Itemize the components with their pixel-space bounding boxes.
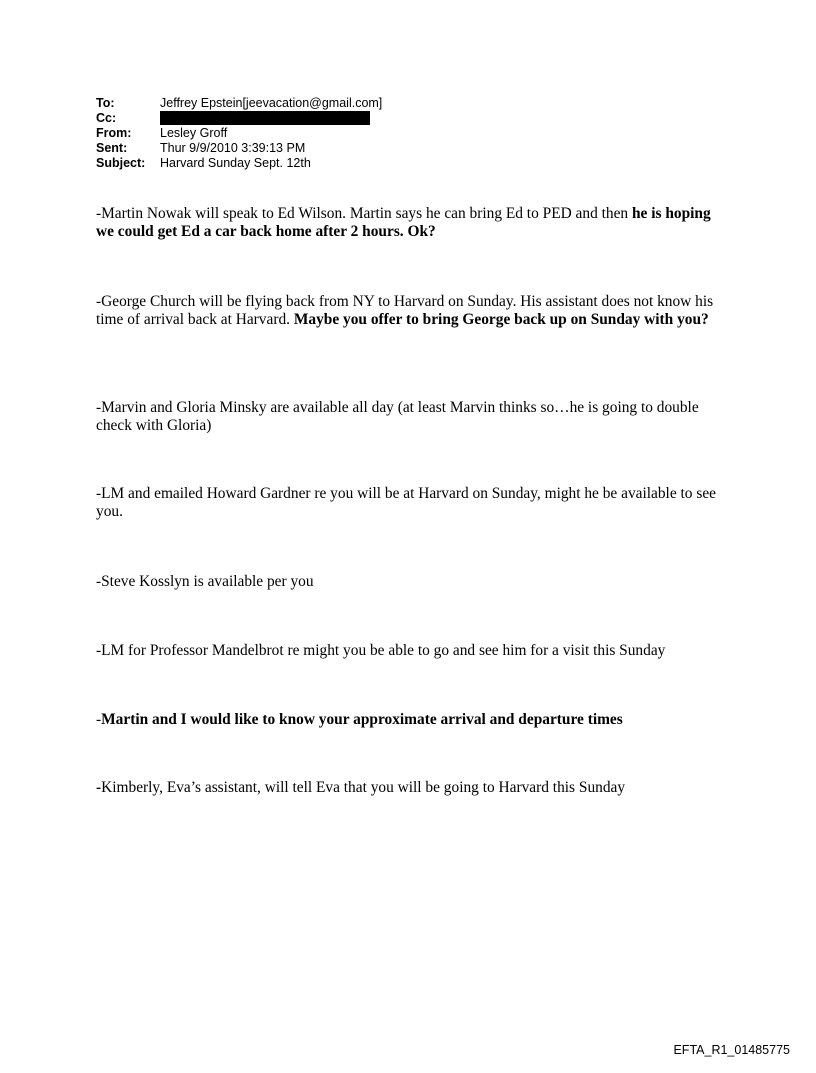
to-label: To: — [96, 96, 115, 110]
body-paragraph-8 — [96, 779, 728, 797]
p2-text: -George Church will be flying back from NY to Harvard on Sunday. His assistant does not know his time of arrival back at Harvard. — [96, 293, 714, 328]
from-value: Lesley Groff — [160, 126, 228, 140]
p1-bold-text: he is hoping we could get Ed a car back home after 2 hours. Ok? — [96, 205, 711, 240]
subject-row — [96, 156, 382, 171]
p8-bold-text: - — [96, 779, 102, 796]
sent-value: Thur 9/9/2010 3:39:13 PM — [160, 141, 306, 155]
p7-bold-text: Martin and I would like to know your approximate arrival and departure times — [101, 711, 623, 728]
to-value: Jeffrey Epstein[jeevacation@gmail.com] — [160, 96, 383, 110]
cc-row — [96, 111, 382, 126]
body-paragraph-1 — [96, 205, 728, 241]
to-row — [96, 96, 382, 111]
subject-label: Subject: — [96, 156, 146, 170]
redaction-bar — [160, 111, 370, 125]
document-id: EFTA_R1_01485775 — [673, 1043, 790, 1057]
body-paragraph-4: -LM and emailed Howard Gardner re you will be at Harvard on Sunday, might he be available to see you. — [96, 485, 716, 520]
cc-label: Cc: — [96, 111, 117, 125]
body-paragraph-7 — [96, 711, 728, 729]
p7-text: - — [96, 711, 102, 728]
body-paragraph-3: -Marvin and Gloria Minsky are available all day (at least Marvin thinks so…he is going to double check with Gloria) — [96, 399, 699, 434]
sent-label: Sent: — [96, 141, 128, 155]
from-row — [96, 126, 382, 141]
subject-value: Harvard Sunday Sept. 12th — [160, 156, 311, 170]
p8-text: Kimberly, Eva’s assistant, will tell Eva that you will be going to Harvard this Sunday — [101, 779, 626, 796]
body-paragraph-5: -Steve Kosslyn is available per you — [96, 573, 314, 590]
email-header — [96, 96, 382, 171]
body-paragraph-6: -LM for Professor Mandelbrot re might you be able to go and see him for a visit this Sunday — [96, 642, 666, 659]
p1-text: -Martin Nowak will speak to Ed Wilson. Martin says he can bring Ed to PED and then — [96, 205, 632, 222]
body-paragraph-2 — [96, 293, 728, 329]
sent-row — [96, 141, 382, 156]
p2-bold-text: Maybe you offer to bring George back up on Sunday with you? — [293, 311, 709, 328]
from-label: From: — [96, 126, 132, 140]
cc-value — [160, 111, 370, 127]
